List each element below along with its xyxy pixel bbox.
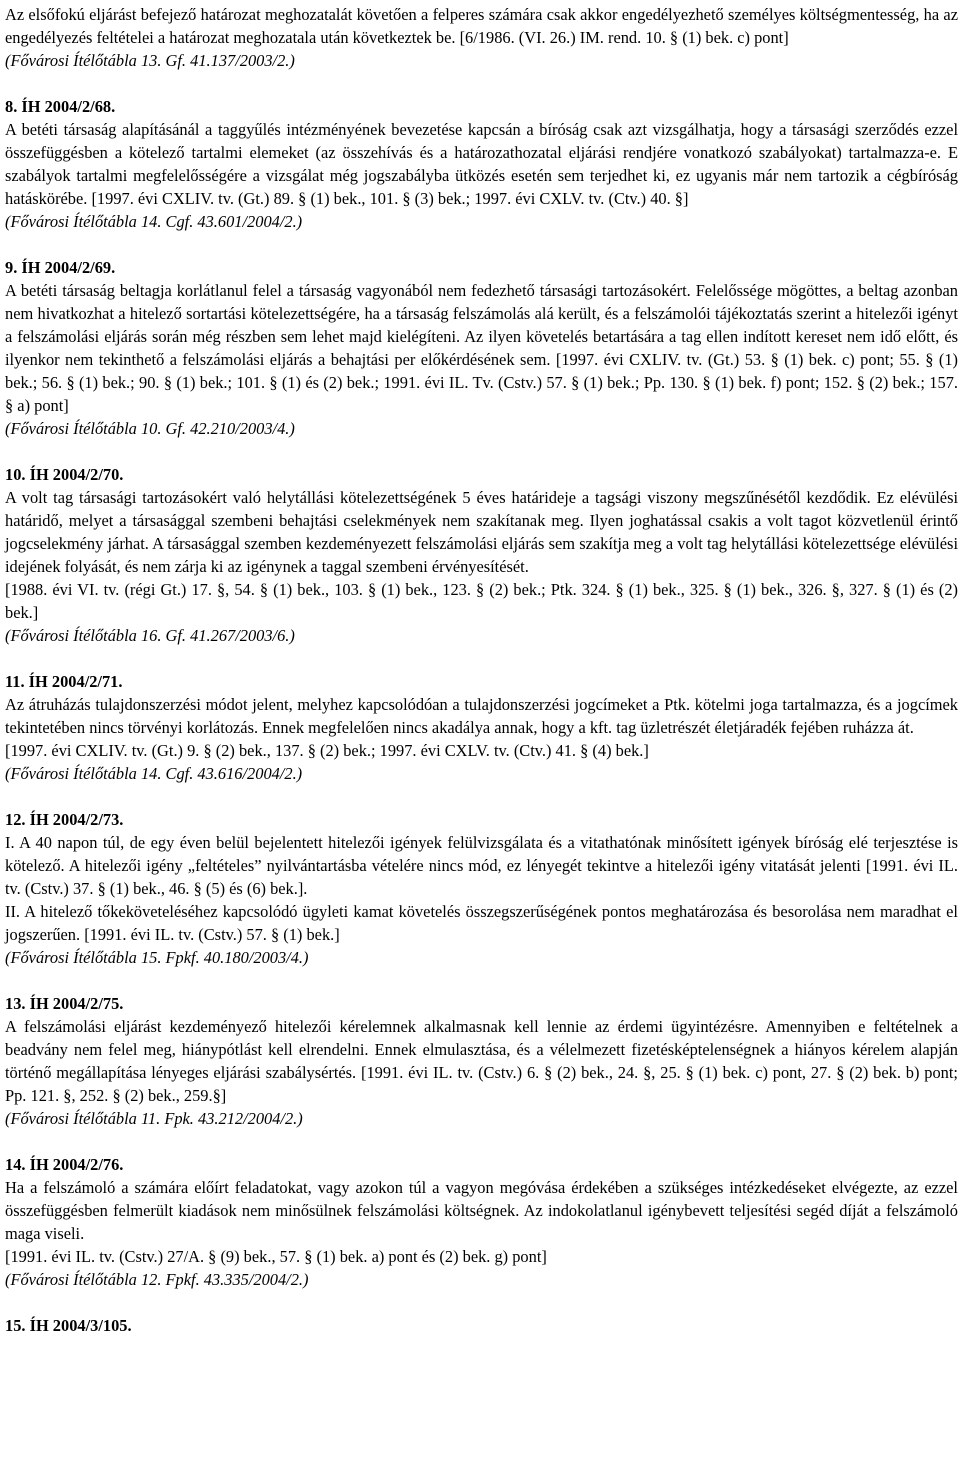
entries-list bbox=[5, 95, 958, 1337]
decision-entry bbox=[5, 992, 958, 1130]
decision-entry bbox=[5, 1153, 958, 1291]
entry-citation: (Fővárosi Ítélőtábla 12. Fpkf. 43.335/2004/2.) bbox=[5, 1270, 309, 1289]
decision-entry bbox=[5, 256, 958, 440]
entry-heading: 13. ÍH 2004/2/75. bbox=[5, 994, 124, 1013]
entry-heading: 10. ÍH 2004/2/70. bbox=[5, 465, 124, 484]
entry-citation: (Fővárosi Ítélőtábla 16. Gf. 41.267/2003/6.) bbox=[5, 626, 295, 645]
entry-heading: 8. ÍH 2004/2/68. bbox=[5, 97, 116, 116]
entry-citation: (Fővárosi Ítélőtábla 14. Cgf. 43.616/2004/2.) bbox=[5, 764, 303, 783]
entry-paragraph: [1997. évi CXLIV. tv. (Gt.) 9. § (2) bek., 137. § (2) bek.; 1997. évi CXLV. tv. (Ctv.) 41. § (4) bek.] bbox=[5, 741, 649, 760]
decision-entry bbox=[5, 808, 958, 969]
entry-heading: 15. ÍH 2004/3/105. bbox=[5, 1316, 132, 1335]
decision-entry bbox=[5, 1314, 958, 1337]
entry-citation: (Fővárosi Ítélőtábla 11. Fpk. 43.212/2004/2.) bbox=[5, 1109, 303, 1128]
entry-heading: 11. ÍH 2004/2/71. bbox=[5, 672, 123, 691]
entry-paragraph: A felszámolási eljárást kezdeményező hitelezői kérelemnek alkalmasnak kell lennie az érdemi ügyintézésre. Amennyiben e feltételnek a beadvány nem felel meg, hiánypótlást kell elrendelni. Ennek elmulasztása, és a vélelmezett fizetésképtelenségnek a hiányos kérelem alapján történő megállapítása lényeges eljárási szabálysértés. [1991. évi IL. tv. (Cstv.) 6. § (2) bek., 24. §, 25. § (1) bek. c) pont, 27. § (2) bek. b) pont; Pp. 121. §, 252. § (2) bek., 259.§] bbox=[5, 1017, 958, 1105]
decision-entry bbox=[5, 95, 958, 233]
decision-entry bbox=[5, 463, 958, 647]
entry-paragraph: [1991. évi IL. tv. (Cstv.) 27/A. § (9) bek., 57. § (1) bek. a) pont és (2) bek. g) pont] bbox=[5, 1247, 547, 1266]
entry-paragraph: I. A 40 napon túl, de egy éven belül bejelentett hitelezői igények felülvizsgálata és a vitathatónak minősített igények bíróság elé terjesztése is kötelező. A hitelezői igény „feltételes” nyilvántartásba vételére nincs mód, ez lényegét tekintve a hitelezői igény vitatását jelenti [1991. évi IL. tv. (Cstv.) 37. § (1) bek., 46. § (5) és (6) bek.]. bbox=[5, 833, 958, 898]
entry-paragraph: Az átruházás tulajdonszerzési módot jelent, melyhez kapcsolódóan a tulajdonszerzési jogcímeket a Ptk. kötelmi joga tartalmazza, és a jogcímek tekintetében nincs törvényi korlátozás. Ennek megfelelően nincs akadálya annak, hogy a kft. tag üzletrészét életjáradék fejében ruházza át. bbox=[5, 695, 958, 737]
intro-paragraph: Az elsőfokú eljárást befejező határozat meghozatalát követően a felperes számára csak akkor engedélyezhető személyes költségmentesség, ha az engedélyezés feltételei a határozat meghozatala után következtek be. [6/1986. (VI. 26.) IM. rend. 10. § (1) bek. c) pont] bbox=[5, 5, 958, 47]
entry-paragraph: A betéti társaság alapításánál a taggyűlés intézményének bevezetése kapcsán a bíróság csak azt vizsgálhatja, hogy a társasági szerződés ezzel összefüggésben a kötelező tartalmi elemeket (az összehívás és a határozathozatal eljárási rendjére vonatkozó szabályokat) tartalmazza-e. E szabályok tartalmi megfelelősségére a vizsgálat még jogszabályba ütközés esetén sem terjedhet ki, ez ugyanis már nem tartozik a cégbíróság hatáskörébe. [1997. évi CXLIV. tv. (Gt.) 89. § (1) bek., 101. § (3) bek.; 1997. évi CXLV. tv. (Ctv.) 40. §] bbox=[5, 120, 958, 208]
entry-heading: 9. ÍH 2004/2/69. bbox=[5, 258, 116, 277]
entry-paragraph: II. A hitelező tőkeköveteléséhez kapcsolódó ügyleti kamat követelés összegszerűségének pontos meghatározása és besorolása nem maradhat el jogszerűen. [1991. évi IL. tv. (Cstv.) 57. § (1) bek.] bbox=[5, 902, 958, 944]
entry-paragraph: Ha a felszámoló a számára előírt feladatokat, vagy azokon túl a vagyon megóvása érdekében a szükséges intézkedéseket elvégezte, az ezzel összefüggésben felmerült kiadások nem minősülnek felszámolási költségnek. Az indokolatlanul igénybevett teljesítési segéd díját a felszámoló maga viseli. bbox=[5, 1178, 958, 1243]
entry-heading: 14. ÍH 2004/2/76. bbox=[5, 1155, 124, 1174]
entry-heading: 12. ÍH 2004/2/73. bbox=[5, 810, 124, 829]
entry-paragraph: A volt tag társasági tartozásokért való helytállási kötelezettségének 5 éves határideje a tagsági viszony megszűnésétől kezdődik. Ez elévülési határidő, melyet a társasággal szembeni behajtási cselekmények nem szakítanak meg. Ilyen joghatással csakis a volt tagot közvetlenül érintő jogcselekmény járhat. A társasággal szemben kezdeményezett felszámolási eljárás sem szakítja meg a volt tag helytállási kötelezettsége elévülési idejének folyását, és nem zárja ki az igénynek a taggal szembeni érvényesítését. bbox=[5, 488, 958, 576]
decision-entry bbox=[5, 670, 958, 785]
entry-paragraph: [1988. évi VI. tv. (régi Gt.) 17. §, 54. § (1) bek., 103. § (1) bek., 123. § (2) bek.; Ptk. 324. § (1) bek., 325. § (1) bek., 326. §, 327. § (1) és (2) bek.] bbox=[5, 580, 958, 622]
entry-citation: (Fővárosi Ítélőtábla 14. Cgf. 43.601/2004/2.) bbox=[5, 212, 303, 231]
entry-citation: (Fővárosi Ítélőtábla 10. Gf. 42.210/2003/4.) bbox=[5, 419, 295, 438]
intro-citation: (Fővárosi Ítélőtábla 13. Gf. 41.137/2003/2.) bbox=[5, 51, 295, 70]
entry-paragraph: A betéti társaság beltagja korlátlanul felel a társaság vagyonából nem fedezhető társasági tartozásokért. Felelőssége mögöttes, a beltag azonban nem hivatkozhat a hitelező sortartási kötelezettségére, ha a társaság felszámolás alá került, és a felszámolói tájékoztatás szerint a hitelezői igényt a felszámolási eljárás során még részben sem lehet majd kielégíteni. Az ilyen követelés betartására a tag ellen indított kereset nem idő előtt, és ilyenkor nem tekinthető a felszámolási eljárás a behajtási per előkérdésének sem. [1997. évi CXLIV. tv. (Gt.) 53. § (1) bek. c) pont; 55. § (1) bek.; 56. § (1) bek.; 90. § (1) bek.; 101. § (1) és (2) bek.; 1991. évi IL. Tv. (Cstv.) 57. § (1) bek.; Pp. 130. § (1) bek. f) pont; 152. § (2) bek.; 157. § a) pont] bbox=[5, 281, 958, 415]
entry-citation: (Fővárosi Ítélőtábla 15. Fpkf. 40.180/2003/4.) bbox=[5, 948, 309, 967]
